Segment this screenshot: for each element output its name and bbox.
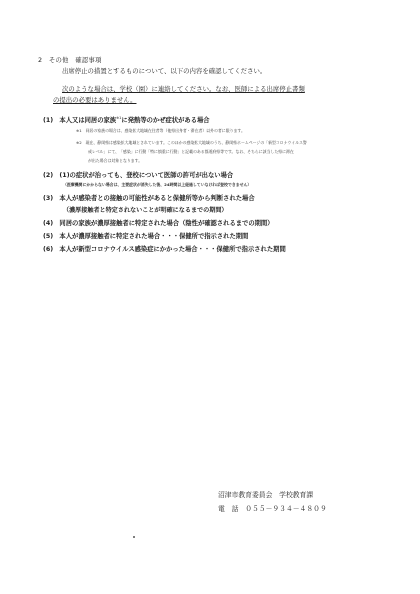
contact-block — [218, 489, 356, 519]
item-1-label — [43, 115, 210, 124]
phone-label: 電 話 — [218, 505, 239, 513]
contact-office: 沼津市教育委員会 学校教育課 — [218, 491, 314, 499]
intro-text: 出席停止の措置とするものについて、以下の内容を確認してください。 — [62, 67, 267, 75]
item-4-label: (4) 同居の家族が濃厚接触者に特定された場合（陰性が確認されるまでの期間） — [43, 220, 274, 227]
item-1-label-suffix: に発熱等のかぜ症状がある場合 — [121, 117, 210, 124]
page-mark — [133, 536, 135, 538]
footnote-text: 現在、静岡県は感染拡大地域とされています。このほかの感染拡大地域のうち、静岡県ホームページの「新型コロナウイルス警 — [85, 140, 307, 145]
footnote-mark: ※2 — [76, 140, 82, 145]
footnote-text: 同居の家族の場合は、感染拡大地域在住者等（他県出身者・滞在者）以外の者に限ります。 — [85, 128, 245, 133]
item-3-label: (3) 本人が感染者との接触の可能性があると保健所等から判断された場合 — [43, 195, 255, 202]
notice-line-2: の提出の必要はありません。 — [53, 96, 137, 104]
footnote-mark: ※1 — [76, 128, 82, 133]
item-2-label: (2) (1)の症状が治っても、登校について医師の許可が出ない場合 — [43, 172, 234, 179]
item-6-label: (6) 本人が新型コロナウイルス感染症にかかった場合・・・保健所で指示された期間 — [43, 246, 286, 253]
item-1-label-prefix: (1) 本人又は同居の家族 — [43, 117, 117, 124]
contact-phone-row — [218, 503, 327, 513]
item-1-footnote-ref: ※1 — [116, 115, 122, 120]
section-title: 2 その他 確認事項 — [38, 56, 102, 64]
item-3-sub: （濃厚接触者と特定されないことが明確になるまでの期間） — [63, 207, 228, 214]
item-5-label: (5) 本人が濃厚接触者に特定された場合・・・保健所で指示された期間 — [43, 233, 249, 240]
phone-number: ０５５－９３４－４８０９ — [245, 505, 327, 513]
notice-line-1: 次のような場合は、学校（園）に連絡してください。なお、医師による出席停止書類 — [62, 85, 305, 93]
item-1-footnote-4: が出た場合は対象となります。 — [88, 158, 143, 163]
item-1-footnote-1 — [76, 128, 245, 134]
item-1-footnote-2 — [76, 140, 307, 146]
item-2-sub: （医療機関にかからない場合は、主要症状が消失した後、24時間以上経過していなければ登校できません） — [63, 182, 252, 187]
item-1-footnote-3: 戒レベル」にて、「感染」に行動「特に慎重に行動」と記載のある都道府県等です。なお、そちらに該当した県に滞在 — [88, 149, 294, 154]
